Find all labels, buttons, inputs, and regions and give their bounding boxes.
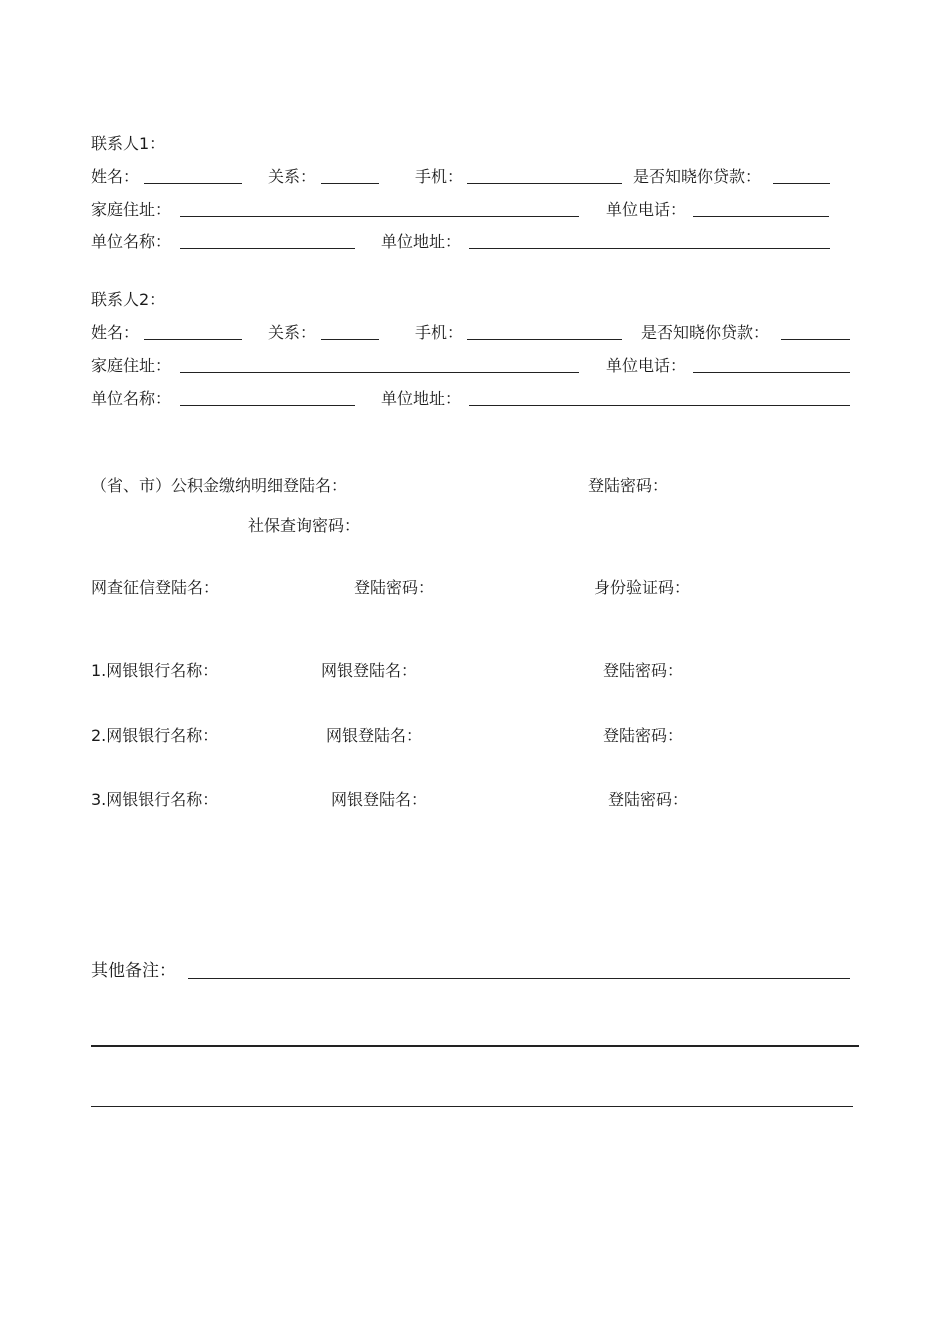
bank2-name-label: 2.网银银行名称：: [91, 726, 219, 745]
contact1-name-label: 姓名：: [91, 167, 140, 186]
remarks-label: 其他备注：: [91, 961, 176, 981]
contact2-name-field[interactable]: [144, 339, 242, 340]
bank3-name-label: 3.网银银行名称：: [91, 790, 219, 809]
contact1-aware-field[interactable]: [773, 183, 830, 184]
contact1-home-address-label: 家庭住址：: [91, 200, 172, 219]
contact1-home-address-field[interactable]: [180, 216, 579, 217]
contact2-work-phone-label: 单位电话：: [606, 356, 687, 375]
contact2-work-phone-field[interactable]: [693, 372, 850, 373]
remarks-field-line-3[interactable]: [91, 1106, 853, 1107]
credit-password-label: 登陆密码：: [354, 578, 435, 597]
contact1-relation-label: 关系：: [268, 167, 317, 186]
contact2-company-name-label: 单位名称：: [91, 389, 172, 408]
contact2-home-address-label: 家庭住址：: [91, 356, 172, 375]
fund-login-label: （省、市）公积金缴纳明细登陆名：: [91, 476, 348, 495]
contact1-work-phone-field[interactable]: [693, 216, 829, 217]
contact2-aware-field[interactable]: [781, 339, 850, 340]
contact2-aware-label: 是否知晓你贷款：: [641, 323, 770, 342]
contact2-relation-label: 关系：: [268, 323, 317, 342]
contact2-title: 联系人2：: [91, 290, 166, 309]
bank3-login-label: 网银登陆名：: [331, 790, 428, 809]
contact2-company-name-field[interactable]: [180, 405, 355, 406]
remarks-field-line-1[interactable]: [188, 978, 850, 979]
contact1-mobile-field[interactable]: [467, 183, 622, 184]
contact1-company-name-field[interactable]: [180, 248, 355, 249]
bank1-name-label: 1.网银银行名称：: [91, 661, 219, 680]
contact2-relation-field[interactable]: [321, 339, 379, 340]
contact1-company-address-field[interactable]: [469, 248, 830, 249]
contact2-mobile-label: 手机：: [415, 323, 464, 342]
credit-id-code-label: 身份验证码：: [594, 578, 691, 597]
credit-login-label: 网查征信登陆名：: [91, 578, 220, 597]
remarks-field-line-2[interactable]: [91, 1045, 859, 1047]
contact1-work-phone-label: 单位电话：: [606, 200, 687, 219]
bank1-login-label: 网银登陆名：: [321, 661, 418, 680]
bank3-password-label: 登陆密码：: [608, 790, 689, 809]
contact1-mobile-label: 手机：: [415, 167, 464, 186]
contact2-company-address-field[interactable]: [469, 405, 850, 406]
fund-password-label: 登陆密码：: [588, 476, 669, 495]
contact1-aware-label: 是否知晓你贷款：: [633, 167, 762, 186]
social-security-password-label: 社保查询密码：: [248, 516, 361, 535]
contact1-name-field[interactable]: [144, 183, 242, 184]
bank1-password-label: 登陆密码：: [603, 661, 684, 680]
contact1-title: 联系人1：: [91, 134, 166, 153]
contact2-company-address-label: 单位地址：: [381, 389, 462, 408]
bank2-login-label: 网银登陆名：: [326, 726, 423, 745]
bank2-password-label: 登陆密码：: [603, 726, 684, 745]
contact2-home-address-field[interactable]: [180, 372, 579, 373]
contact1-company-name-label: 单位名称：: [91, 232, 172, 251]
contact2-mobile-field[interactable]: [467, 339, 622, 340]
contact2-name-label: 姓名：: [91, 323, 140, 342]
contact1-company-address-label: 单位地址：: [381, 232, 462, 251]
contact1-relation-field[interactable]: [321, 183, 379, 184]
